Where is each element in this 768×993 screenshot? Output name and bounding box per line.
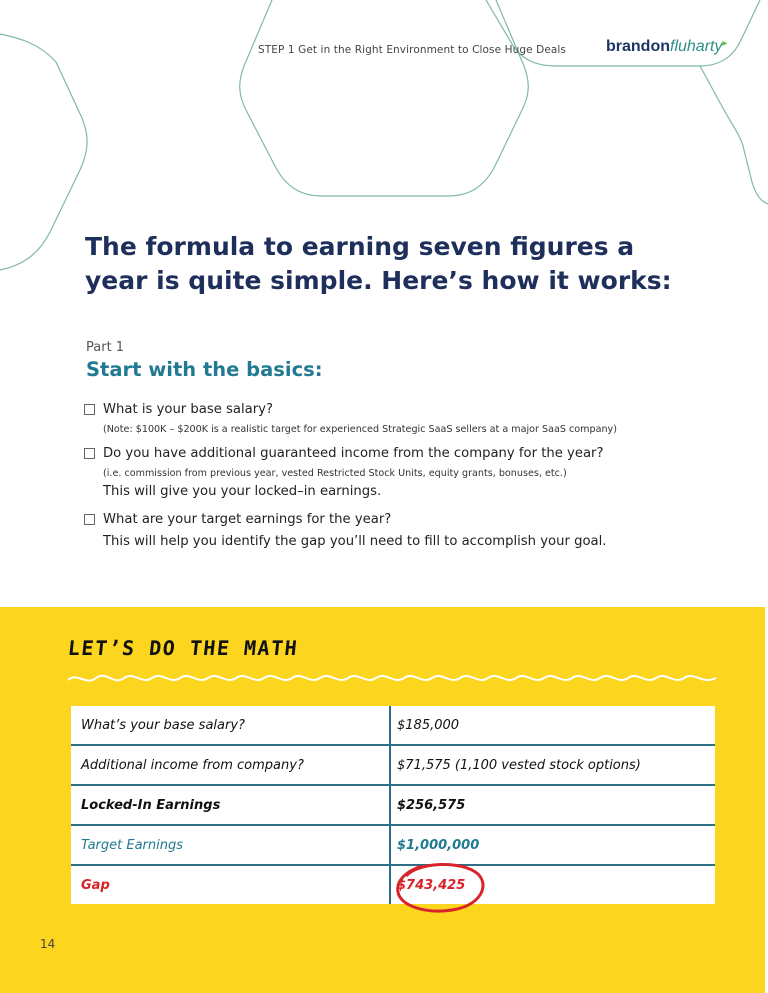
table-row	[71, 746, 715, 786]
checklist	[84, 400, 694, 560]
math-title: LET’S DO THE MATH	[66, 636, 300, 660]
checklist-followup: This will help you identify the gap you’ll need to fill to accomplish your goal.	[103, 534, 607, 549]
page-number: 14	[40, 937, 56, 951]
row-value: $185,000	[397, 717, 460, 733]
checklist-item	[84, 510, 694, 552]
row-label: Additional income from company?	[81, 757, 304, 773]
part-label: Part 1	[86, 340, 125, 355]
row-value: $1,000,000	[397, 837, 480, 853]
row-label: What’s your base salary?	[81, 717, 245, 733]
brand-logo	[606, 38, 728, 56]
row-value: $743,425	[397, 877, 466, 893]
row-value: $71,575 (1,100 vested stock options)	[397, 757, 641, 773]
gap-highlight-circle	[392, 858, 488, 914]
row-label: Gap	[81, 877, 110, 893]
logo-part1: brandon	[606, 38, 670, 55]
checklist-note: (Note: $100K – $200K is a realistic target for experienced Strategic SaaS sellers at a major SaaS company)	[103, 424, 617, 435]
checklist-followup: This will give you your locked–in earnings.	[103, 484, 382, 499]
checklist-note: (i.e. commission from previous year, vested Restricted Stock Units, equity grants, bonuses, etc.)	[103, 468, 567, 479]
row-label: Target Earnings	[81, 837, 184, 853]
row-value: $256,575	[397, 797, 466, 813]
running-header: STEP 1 Get in the Right Environment to Close Huge Deals	[258, 44, 566, 56]
checklist-item	[84, 400, 694, 436]
checklist-question: Do you have additional guaranteed income from the company for the year?	[103, 446, 604, 461]
page-headline: The formula to earning seven figures a year is quite simple. Here’s how it works:	[85, 232, 672, 295]
logo-accent-icon: ▸	[722, 38, 728, 49]
checklist-question: What is your base salary?	[103, 402, 273, 417]
checkbox-icon[interactable]	[84, 514, 95, 525]
table-column-divider	[389, 706, 391, 904]
section-title: Start with the basics:	[86, 358, 323, 381]
checklist-question: What are your target earnings for the year?	[103, 512, 392, 527]
squiggle-underline-decoration	[66, 668, 720, 690]
checklist-item	[84, 444, 694, 502]
table-row	[71, 786, 715, 826]
checkbox-icon[interactable]	[84, 404, 95, 415]
logo-part2: fluharty	[670, 38, 723, 55]
row-label: Locked-In Earnings	[81, 797, 221, 813]
checkbox-icon[interactable]	[84, 448, 95, 459]
table-row	[71, 706, 715, 746]
